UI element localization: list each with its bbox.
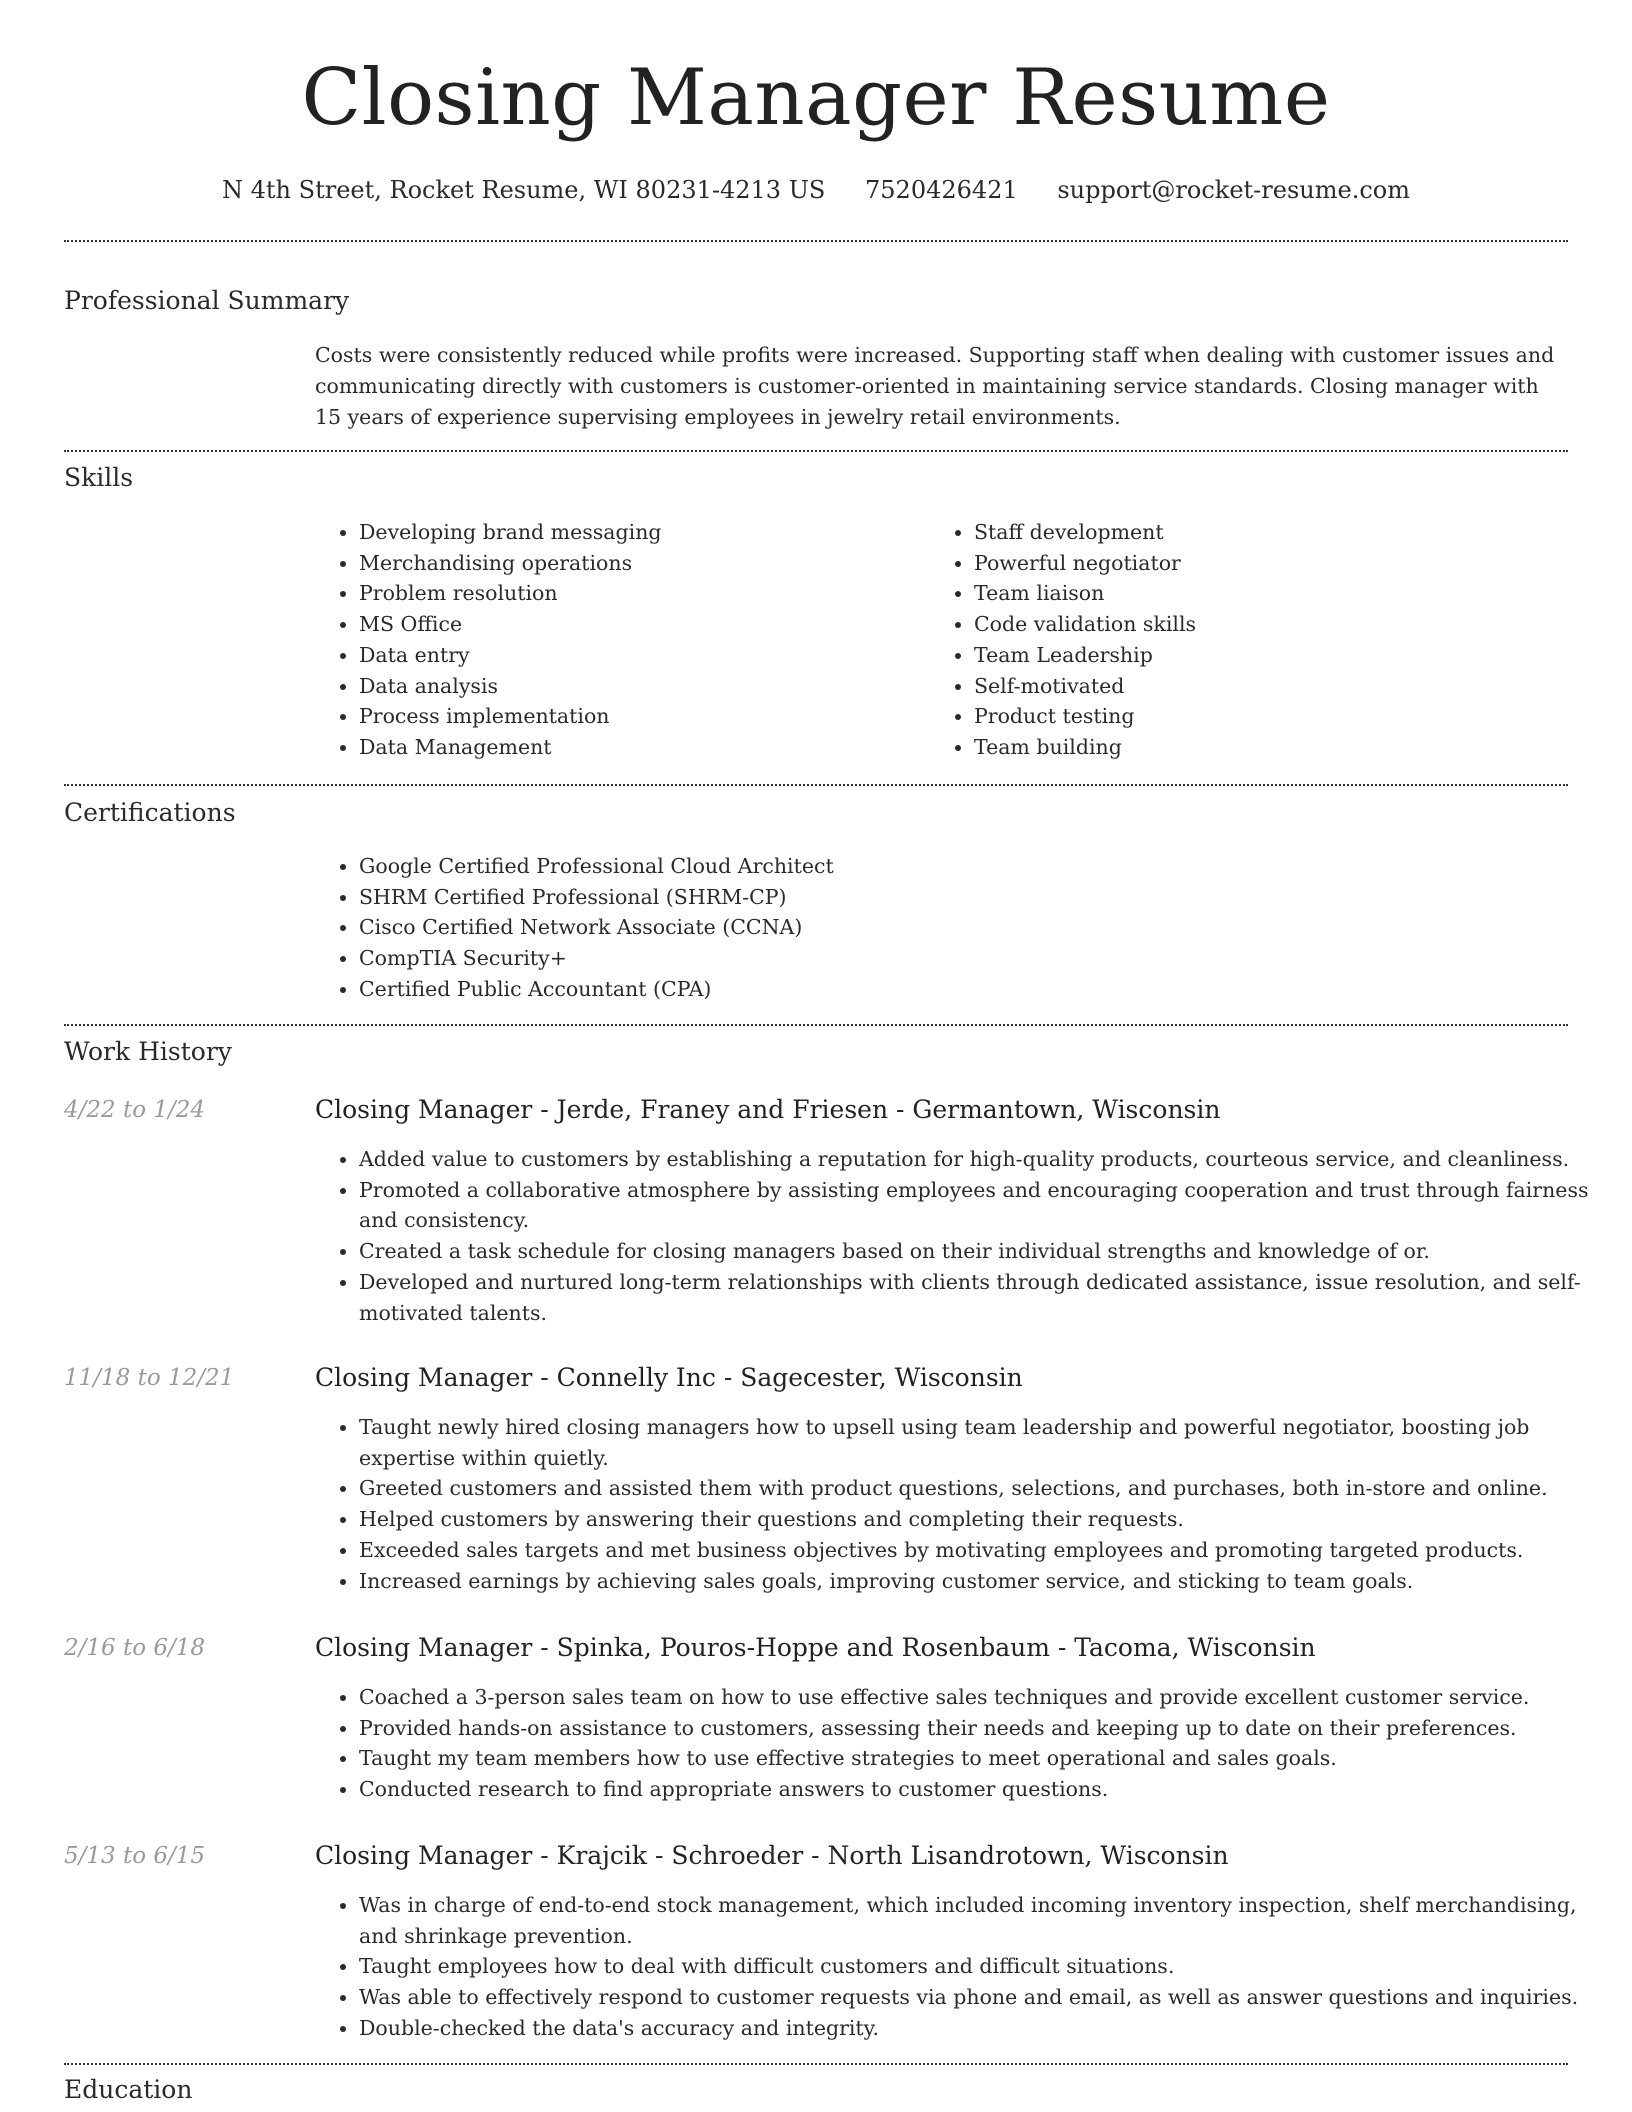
section-divider bbox=[64, 240, 1568, 242]
job-bullets bbox=[315, 1890, 1599, 2044]
job-title: Closing Manager - Spinka, Pouros-Hoppe and Rosenbaum - Tacoma, Wisconsin bbox=[315, 1633, 1316, 1662]
job-bullets bbox=[315, 1144, 1599, 1328]
job-title: Closing Manager - Jerde, Franey and Friesen - Germantown, Wisconsin bbox=[315, 1095, 1221, 1124]
skills-list-right bbox=[930, 517, 1534, 763]
list-item: • Helped customers by answering their questions and completing their requests. bbox=[359, 1504, 1599, 1535]
summary-heading: Professional Summary bbox=[64, 286, 350, 315]
list-item: • Problem resolution bbox=[359, 578, 919, 609]
resume-title: Closing Manager Resume bbox=[301, 53, 1331, 143]
list-item: • Team building bbox=[974, 732, 1534, 763]
list-item: • Double-checked the data's accuracy and integrity. bbox=[359, 2013, 1599, 2044]
list-item: • Was in charge of end-to-end stock management, which included incoming inventory inspection, shelf merchandising, and shrinkage prevention. bbox=[359, 1890, 1599, 1951]
list-item: • Created a task schedule for closing managers based on their individual strengths and knowledge of or. bbox=[359, 1236, 1599, 1267]
list-item: • Data entry bbox=[359, 640, 919, 671]
job-dates: 11/18 to 12/21 bbox=[64, 1365, 235, 1391]
list-item: • CompTIA Security+ bbox=[359, 943, 1599, 974]
job-title: Closing Manager - Krajcik - Schroeder - North Lisandrotown, Wisconsin bbox=[315, 1841, 1229, 1870]
skills-list-left bbox=[315, 517, 919, 763]
list-item: • Added value to customers by establishing a reputation for high-quality products, courteous service, and cleanliness. bbox=[359, 1144, 1599, 1175]
list-item: • Greeted customers and assisted them with product questions, selections, and purchases, both in-store and online. bbox=[359, 1473, 1599, 1504]
list-item: • Promoted a collaborative atmosphere by assisting employees and encouraging cooperation and trust through fairness and consistency. bbox=[359, 1175, 1599, 1236]
skills-heading: Skills bbox=[64, 463, 134, 492]
job-title: Closing Manager - Connelly Inc - Sagecester, Wisconsin bbox=[315, 1363, 1023, 1392]
contact-address: N 4th Street, Rocket Resume, WI 80231-4213 US bbox=[222, 176, 826, 204]
contact-phone: 7520426421 bbox=[865, 176, 1018, 204]
list-item: • Taught my team members how to use effective strategies to meet operational and sales goals. bbox=[359, 1743, 1599, 1774]
education-heading: Education bbox=[64, 2075, 193, 2104]
job-dates: 2/16 to 6/18 bbox=[64, 1635, 206, 1661]
section-divider bbox=[64, 784, 1568, 786]
list-item: • Merchandising operations bbox=[359, 548, 919, 579]
list-item: • Self-motivated bbox=[974, 671, 1534, 702]
list-item: • Developing brand messaging bbox=[359, 517, 919, 548]
list-item: • Developed and nurtured long-term relationships with clients through dedicated assistance, issue resolution, and self-motivated talents. bbox=[359, 1267, 1599, 1328]
list-item: • Taught employees how to deal with difficult customers and difficult situations. bbox=[359, 1951, 1599, 1982]
job-dates: 4/22 to 1/24 bbox=[64, 1097, 206, 1123]
certifications-list bbox=[315, 851, 1599, 1005]
list-item: • Taught newly hired closing managers how to upsell using team leadership and powerful negotiator, boosting job expertise within quietly. bbox=[359, 1412, 1599, 1473]
list-item: • Product testing bbox=[974, 701, 1534, 732]
list-item: • Increased earnings by achieving sales goals, improving customer service, and sticking to team goals. bbox=[359, 1566, 1599, 1597]
job-dates: 5/13 to 6/15 bbox=[64, 1843, 206, 1869]
list-item: • Process implementation bbox=[359, 701, 919, 732]
list-item: • Team Leadership bbox=[974, 640, 1534, 671]
list-item: • Code validation skills bbox=[974, 609, 1534, 640]
certifications-heading: Certifications bbox=[64, 798, 236, 827]
section-divider bbox=[64, 2063, 1568, 2065]
list-item: • Powerful negotiator bbox=[974, 548, 1534, 579]
list-item: • Staff development bbox=[974, 517, 1534, 548]
list-item: • Conducted research to find appropriate answers to customer questions. bbox=[359, 1774, 1599, 1805]
job-bullets bbox=[315, 1412, 1599, 1596]
section-divider bbox=[64, 450, 1568, 452]
section-divider bbox=[64, 1024, 1568, 1026]
list-item: • SHRM Certified Professional (SHRM-CP) bbox=[359, 882, 1599, 913]
list-item: • Data Management bbox=[359, 732, 919, 763]
list-item: • Google Certified Professional Cloud Architect bbox=[359, 851, 1599, 882]
work-history-heading: Work History bbox=[64, 1037, 232, 1066]
list-item: • Certified Public Accountant (CPA) bbox=[359, 974, 1599, 1005]
list-item: • Cisco Certified Network Associate (CCNA) bbox=[359, 912, 1599, 943]
list-item: • Exceeded sales targets and met business objectives by motivating employees and promoting targeted products. bbox=[359, 1535, 1599, 1566]
list-item: • Was able to effectively respond to customer requests via phone and email, as well as answer questions and inquiries. bbox=[359, 1982, 1599, 2013]
summary-text: Costs were consistently reduced while profits were increased. Supporting staff when dealing with customer issues and communicating directly with customers is customer-oriented in maintaining service standards. Closing manager with 15 years of experience supervising employees in jewelry retail environments. bbox=[315, 343, 1555, 429]
job-bullets bbox=[315, 1682, 1599, 1805]
contact-line bbox=[64, 170, 1568, 210]
list-item: • MS Office bbox=[359, 609, 919, 640]
list-item: • Team liaison bbox=[974, 578, 1534, 609]
list-item: • Provided hands-on assistance to customers, assessing their needs and keeping up to date on their preferences. bbox=[359, 1713, 1599, 1744]
contact-email: support@rocket-resume.com bbox=[1057, 176, 1410, 204]
list-item: • Data analysis bbox=[359, 671, 919, 702]
list-item: • Coached a 3-person sales team on how to use effective sales techniques and provide excellent customer service. bbox=[359, 1682, 1599, 1713]
